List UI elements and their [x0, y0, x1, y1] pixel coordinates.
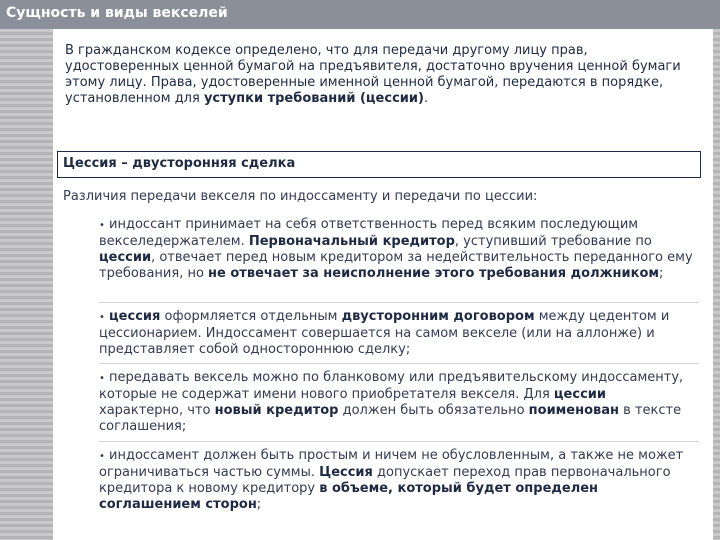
divider-1: [99, 302, 699, 303]
item-4-bold-2: в объеме, который будет определен соглашением сторон: [99, 481, 599, 512]
item-4-text-1: индоссамент должен быть простым и ничем не обусловленным, а также не может ограничиваться частью суммы.: [99, 448, 684, 480]
item-1-text-3: , отвечает перед новым кредитором за недействительность переданного ему требования, но: [99, 250, 693, 281]
item-1-text-2: , уступивший требование по: [454, 234, 652, 249]
item-2-text-3: между цедентом и цессионарием. Индоссамент совершается на самом векселе (или на аллонже) и представляет собой одностороннюю сделку;: [99, 309, 670, 357]
list-item-3: [99, 370, 693, 435]
divider-2: [99, 363, 699, 364]
item-3-bold-2: новый кредитор: [214, 403, 339, 418]
intro-paragraph: [65, 43, 705, 107]
page-title: Сущность и виды векселей: [6, 5, 228, 21]
lead-paragraph: Различия передачи векселя по индоссаменту и передачи по цессии:: [63, 189, 538, 204]
content-panel: [53, 29, 713, 540]
highlight-box: [57, 151, 701, 178]
list-item-4: [99, 448, 693, 513]
highlight-box-text: Цессия – двусторонняя сделка: [63, 156, 296, 171]
item-3-bold-1: цессии: [553, 387, 607, 402]
item-1-bold-3: не отвечает за неисполнение этого требования должником: [208, 266, 659, 281]
item-3-text-3: должен быть обязательно: [338, 403, 529, 418]
bullet-icon: •: [99, 373, 105, 384]
item-3-bold-3: поименован: [528, 403, 620, 418]
item-4-text-2: допускает переход прав первоначального кредитора к новому кредитору: [99, 465, 671, 496]
item-1-bold-2: цессии: [99, 250, 152, 265]
intro-text-2: .: [423, 91, 429, 106]
item-1-bold-1: Первоначальный кредитор: [248, 234, 455, 249]
list-item-1: [99, 217, 693, 282]
title-bar: [0, 0, 720, 29]
bullet-icon: •: [99, 220, 105, 231]
intro-text-1: В гражданском кодексе определено, что для передачи другому лицу прав, удостоверенных ценной бумагой на предъявителя, достаточно вручения ценной бумаги этому лицу. Права, удостоверенные именной ценной бумагой, передаются в порядке, установленном для: [65, 43, 681, 106]
bullet-icon: •: [99, 451, 105, 462]
item-1-text-1: индоссант принимает на себя ответственность перед всяким последующим векселедержателем.: [99, 217, 639, 249]
item-1-text-4: ;: [659, 266, 664, 281]
item-2-bold-1: цессия: [109, 309, 161, 324]
item-4-text-3: ;: [256, 497, 262, 512]
list-item-2: [99, 309, 693, 358]
item-3-text-4: в тексте соглашения;: [99, 403, 682, 434]
item-4-bold-1: Цессия: [319, 465, 373, 480]
intro-bold-1: уступки требований (цессии): [203, 91, 424, 106]
item-3-text-1: передавать вексель можно по бланковому или предъявительскому индоссаменту, которые не содержат имени нового приобретателя векселя. Для: [99, 370, 684, 402]
item-2-bold-2: двусторонним договором: [341, 309, 535, 324]
item-2-text-2: оформляется отдельным: [160, 309, 342, 324]
divider-3: [99, 441, 699, 442]
item-3-text-2: характерно, что: [99, 403, 215, 418]
bullet-icon: •: [99, 312, 105, 323]
